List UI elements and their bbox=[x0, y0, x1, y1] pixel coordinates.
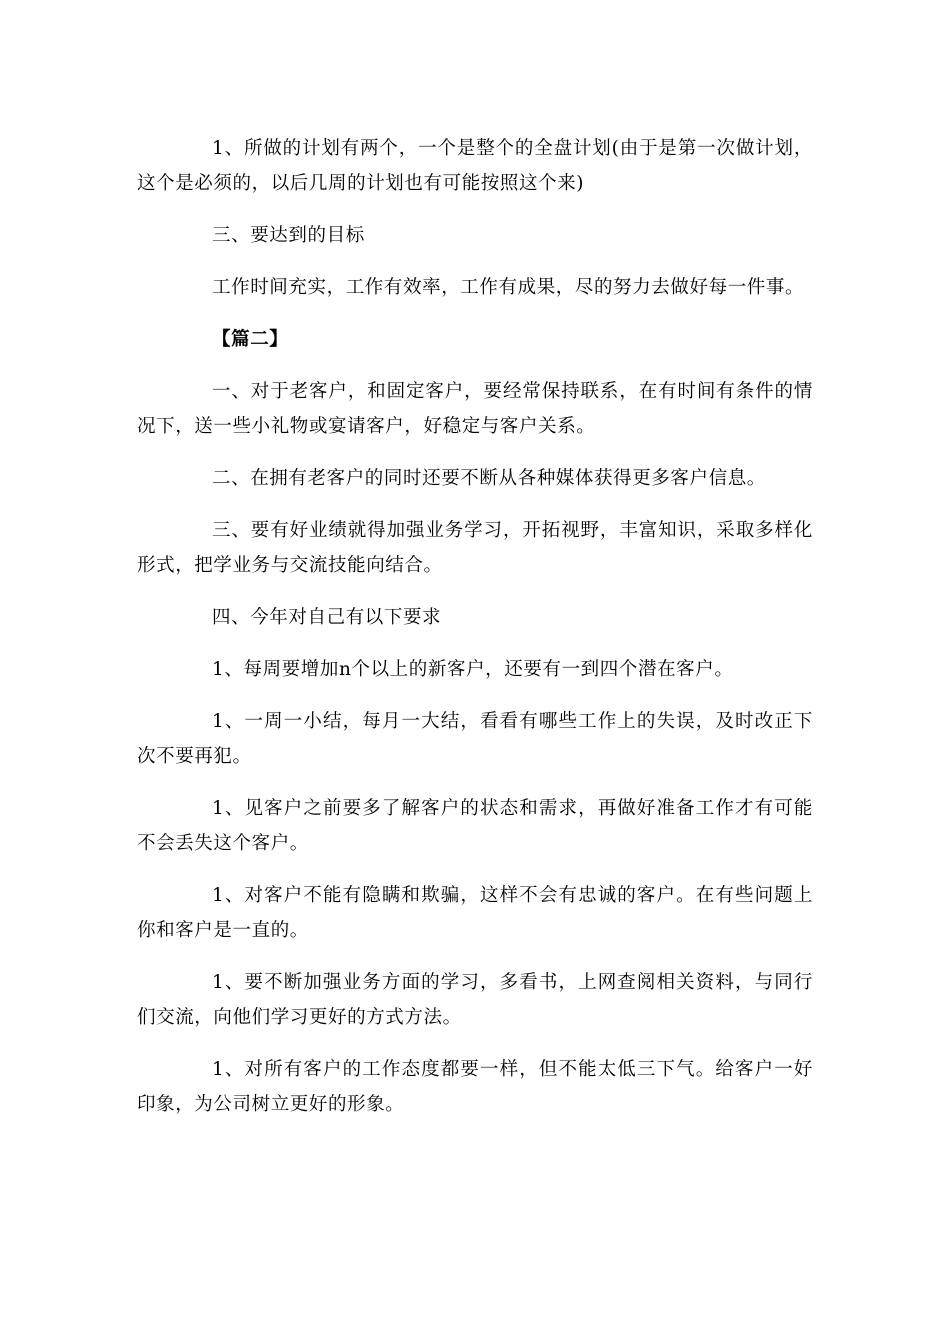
paragraph-client-info: 二、在拥有老客户的同时还要不断从各种媒体获得更多客户信息。 bbox=[212, 468, 766, 489]
paragraph-old-clients: 一、对于老客户，和固定客户，要经常保持联系，在有时间有条件的情况下，送一些小礼物或宴请客户，好稳定与客户关系。 bbox=[137, 381, 813, 437]
section-heading-part-two: 【篇二】 bbox=[212, 329, 289, 350]
heading-requirements: 四、今年对自己有以下要求 bbox=[212, 607, 442, 628]
list-item-attitude: 1、对所有客户的工作态度都要一样，但不能太低三下气。给客户一好印象，为公司树立更好的形象。 bbox=[137, 1059, 813, 1115]
heading-goals: 三、要达到的目标 bbox=[212, 225, 365, 246]
list-item-client-needs: 1、见客户之前要多了解客户的状态和需求，再做好准备工作才有可能不会丢失这个客户。 bbox=[137, 798, 813, 854]
list-item-new-clients: 1、每周要增加n个以上的新客户，还要有一到四个潜在客户。 bbox=[212, 659, 734, 680]
list-item-honesty: 1、对客户不能有隐瞒和欺骗，这样不会有忠诚的客户。在有些问题上你和客户是一直的。 bbox=[137, 885, 813, 941]
paragraph-plan-count: 1、所做的计划有两个，一个是整个的全盘计划(由于是第一次做计划，这个是必须的，以后几周的计划也有可能按照这个来) bbox=[137, 138, 813, 194]
document-body bbox=[137, 131, 813, 1122]
paragraph-business-study: 三、要有好业绩就得加强业务学习，开拓视野，丰富知识，采取多样化形式，把学业务与交流技能向结合。 bbox=[137, 520, 813, 576]
list-item-learning: 1、要不断加强业务方面的学习，多看书，上网查阅相关资料，与同行们交流，向他们学习更好的方式方法。 bbox=[137, 972, 813, 1028]
list-item-weekly-summary: 1、一周一小结，每月一大结，看看有哪些工作上的失误，及时改正下次不要再犯。 bbox=[137, 711, 813, 767]
paragraph-goals: 工作时间充实，工作有效率，工作有成果，尽的努力去做好每一件事。 bbox=[212, 277, 805, 298]
